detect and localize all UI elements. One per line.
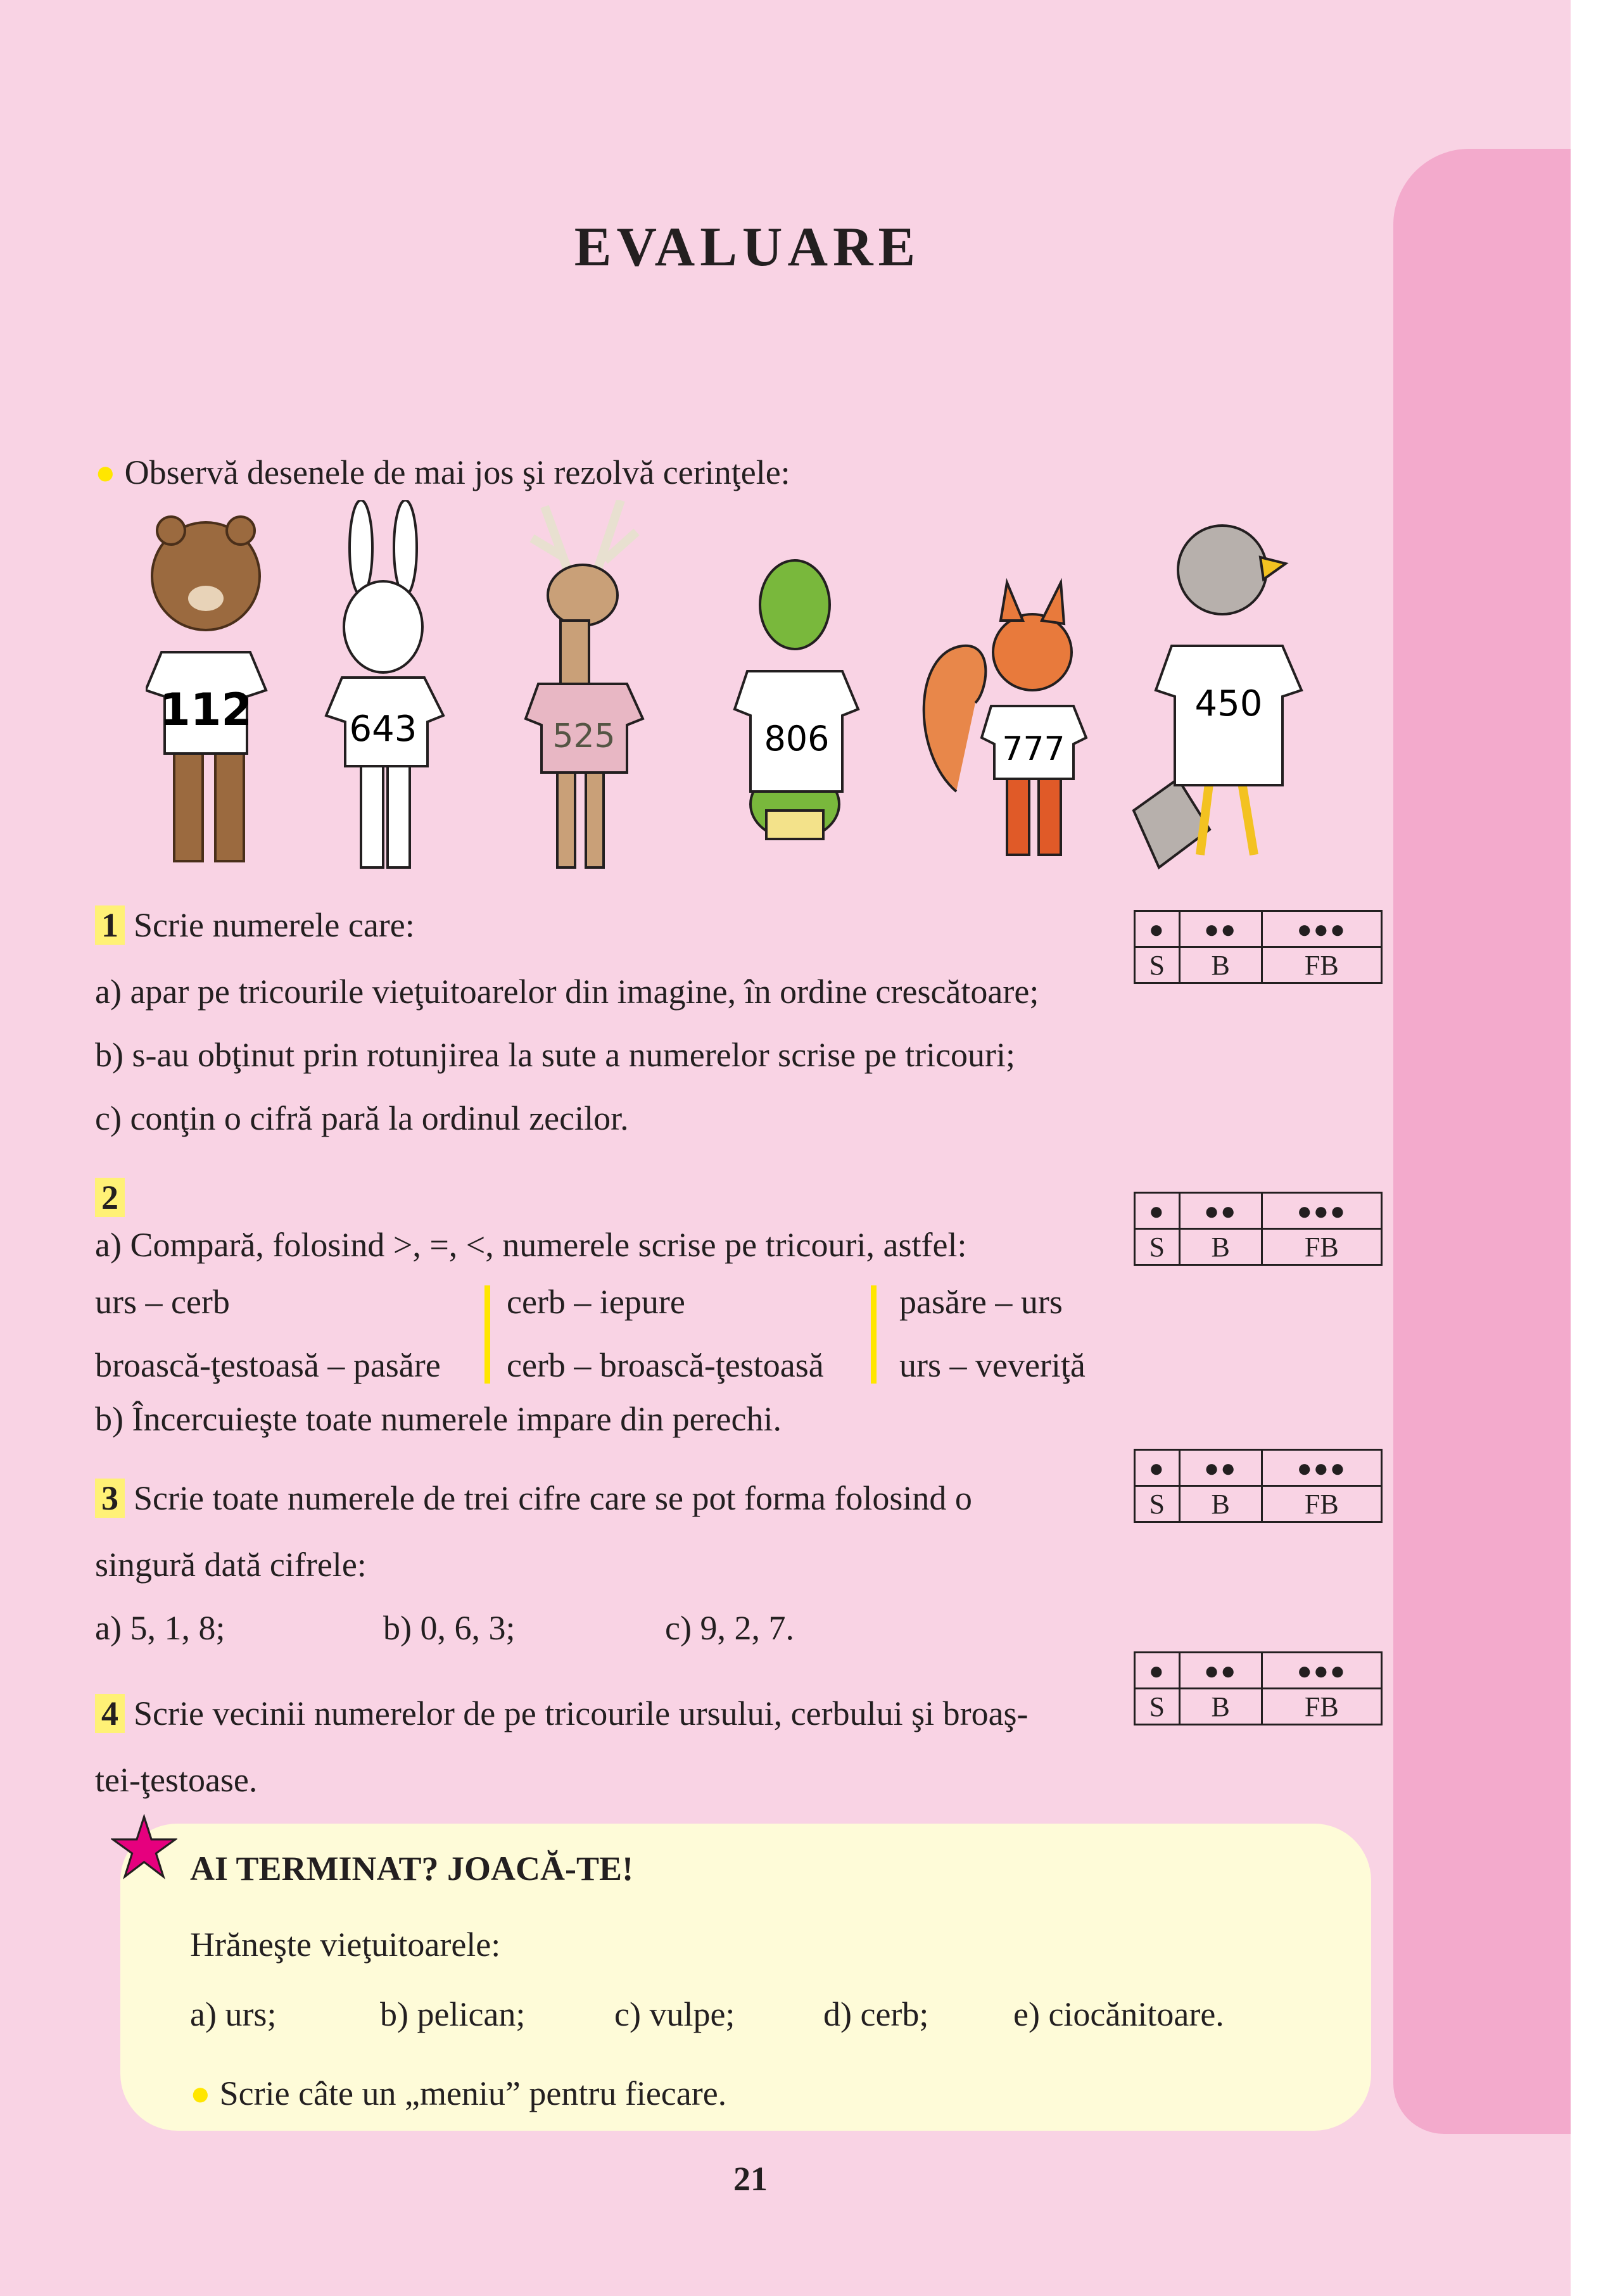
grade-label-b: B [1179,1486,1262,1522]
ex3-line1 [95,1479,1102,1518]
ex1-number: 1 [95,905,125,945]
bullet-icon: ● [95,453,116,491]
ex1-title [95,905,415,945]
ex3-a: a) 5, 1, 8; [95,1609,225,1647]
grade-label-fb: FB [1262,1229,1381,1265]
bonus-item-e: e) ciocănitoare. [1013,1995,1224,2033]
grade-label-b: B [1179,1229,1262,1265]
ex3-number: 3 [95,1479,125,1518]
grade-dots-1: ● [1135,1193,1180,1229]
pair-1: urs – cerb [95,1283,230,1321]
grading-table-2 [1134,1192,1383,1266]
grade-dots-1: ● [1135,911,1180,947]
ex3-c: c) 9, 2, 7. [665,1609,794,1647]
pair-3: pasăre – urs [899,1283,1063,1321]
pair-2: cerb – iepure [507,1283,685,1321]
grading-table-4 [1134,1651,1383,1725]
ex3-line1-text: Scrie toate numerele de trei cifre care se pot forma folosind o [134,1479,972,1517]
page-title: EVALUARE [574,217,921,278]
ex1-c: c) conţin o cifră pară la ordinul zecilor. [95,1099,629,1137]
ex1-a: a) apar pe tricourile vieţuitoarelor din imagine, în ordine crescătoare; [95,973,1039,1011]
turtle-illustration [735,560,858,839]
grade-dots-2: ●● [1179,1450,1262,1486]
bonus-item-a: a) urs; [190,1995,277,2033]
ex1-b: b) s-au obţinut prin rotunjirea la sute a numerelor scrise pe tricouri; [95,1036,1016,1074]
bird-number: 450 [1194,683,1263,724]
page-margin [1571,0,1608,2296]
bullet-icon: ● [190,2074,211,2112]
page-number: 21 [733,2160,768,2198]
squirrel-illustration [924,583,1086,855]
deer-number: 525 [552,717,616,755]
rabbit-illustration [326,500,443,867]
grade-dots-3: ●●● [1262,1450,1381,1486]
grade-label-s: S [1135,947,1180,983]
grade-dots-3: ●●● [1262,911,1381,947]
grade-label-s: S [1135,1229,1180,1265]
bonus-item-c: c) vulpe; [614,1995,735,2033]
bonus-note [190,2074,726,2113]
bear-illustration [146,517,266,861]
grade-label-b: B [1179,1689,1262,1725]
pair-5: cerb – broască-ţestoasă [507,1346,824,1384]
ex4-line1 [95,1694,1029,1733]
grade-label-fb: FB [1262,1689,1381,1725]
grade-label-b: B [1179,947,1262,983]
pair-separator [484,1285,490,1384]
ex1-title-text: Scrie numerele care: [134,906,415,944]
bonus-line: Hrăneşte vieţuitoarele: [190,1926,501,1964]
bonus-item-b: b) pelican; [380,1995,526,2033]
grade-label-s: S [1135,1689,1180,1725]
grade-dots-3: ●●● [1262,1653,1381,1689]
ex3-line2: singură dată cifrele: [95,1546,367,1584]
bird-illustration [1134,526,1301,867]
grade-dots-1: ● [1135,1653,1180,1689]
turtle-number: 806 [764,719,830,759]
grade-dots-1: ● [1135,1450,1180,1486]
grade-dots-2: ●● [1179,1653,1262,1689]
ex4-number: 4 [95,1694,125,1733]
ex2-number-row [95,1178,134,1217]
grade-label-fb: FB [1262,947,1381,983]
pair-6: urs – veveriţă [899,1346,1086,1384]
bear-number: 112 [159,684,253,736]
bonus-item-d: d) cerb; [823,1995,929,2033]
grade-label-s: S [1135,1486,1180,1522]
animals-illustration [146,500,1381,880]
pair-4: broască-ţestoasă – pasăre [95,1346,441,1384]
ex2-a: a) Compară, folosind >, =, <, numerele scrise pe tricouri, astfel: [95,1226,967,1264]
rabbit-number: 643 [349,709,417,750]
grade-dots-2: ●● [1179,911,1262,947]
side-tab [1393,149,1571,2134]
grade-label-fb: FB [1262,1486,1381,1522]
ex3-b: b) 0, 6, 3; [383,1609,516,1647]
intro-label: Observă desenele de mai jos şi rezolvă cerinţele: [124,453,790,491]
ex4-line2: tei-ţestoase. [95,1761,258,1799]
grade-dots-3: ●●● [1262,1193,1381,1229]
ex2-number: 2 [95,1178,125,1217]
star-icon [111,1814,177,1881]
bonus-note-text: Scrie câte un „meniu” pentru fiecare. [219,2074,727,2112]
intro-text [95,453,790,492]
squirrel-number: 777 [1002,730,1065,768]
grading-table-3 [1134,1449,1383,1523]
ex2-b: b) Încercuieşte toate numerele impare din perechi. [95,1400,782,1438]
bonus-title: AI TERMINAT? JOACĂ-TE! [190,1850,634,1888]
ex4-line1-text: Scrie vecinii numerelor de pe tricourile ursului, cerbului şi broaş- [134,1694,1029,1732]
grading-table-1 [1134,910,1383,984]
grade-dots-2: ●● [1179,1193,1262,1229]
pair-separator [871,1285,877,1384]
deer-illustration [526,500,643,867]
